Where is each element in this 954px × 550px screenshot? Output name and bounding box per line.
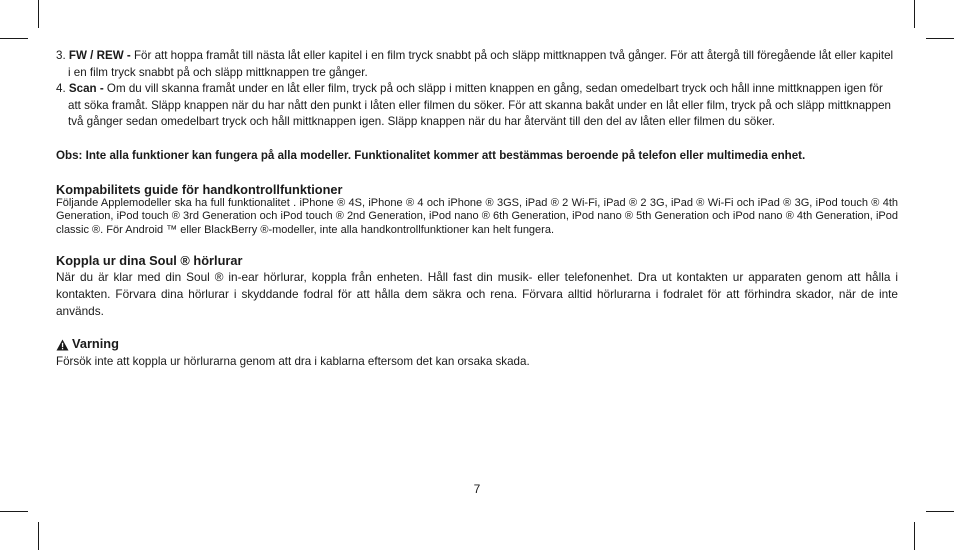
crop-mark: [38, 0, 39, 28]
note-text: Obs: Inte alla funktioner kan fungera på alla modeller. Funktionalitet kommer att bestämmas beroende på telefon eller multimedia enhet.: [56, 148, 806, 162]
page-content: [56, 48, 898, 370]
section-heading: Koppla ur dina Soul ® hörlurar: [56, 253, 243, 268]
warning-title: [56, 337, 898, 351]
item-term: Scan -: [68, 82, 104, 95]
crop-mark: [0, 511, 28, 512]
page-number: 7: [473, 482, 481, 496]
crop-mark: [38, 522, 39, 550]
section-heading: Kompabilitets guide för handkontrollfunktioner: [56, 181, 343, 197]
item-text: Om du vill skanna framåt under en låt eller film, tryck på och släpp i mitten knappen en gång, sedan omedelbart tryck och håll inne mittknappen igen för att söka framåt. Släpp knappen när du har nått den punkt i låten eller filmen du söker. För att skanna bakåt under en låt eller film, tryck på och släpp mittknappen två gånger sedan omedelbart tryck och håll mittknappen igen. Släpp knappen när du har återvänt till den del av låten eller filmen du söker.: [68, 82, 891, 128]
warning-body: Försök inte att koppla ur hörlurarna genom att dra i kablarna eftersom det kan orsaka skada.: [56, 355, 530, 368]
list-item-fw-rew: [56, 48, 898, 81]
item-number: 4.: [56, 82, 66, 95]
section-body: Följande Applemodeller ska ha full funktionalitet . iPhone ® 4S, iPhone ® 4 och iPhone ® 3GS, iPad ® 2 Wi-Fi, iPad ® 2 3G, iPad ® Wi-Fi och iPad ® 3G, iPod touch ® 4th Generation, iPod touch ® 3rd Generation och iPod touch ® 2nd Generation, iPod nano ® 6th Generation, iPod nano ® 5th Generation och iPod nano ® 4th Generation, iPod classic ®. För Android ™ eller BlackBerry ®-modeller, inte alla handkontrollfunktioner kan helt fungera.: [56, 196, 898, 236]
crop-mark: [914, 522, 915, 550]
section-warning: [56, 337, 898, 370]
crop-mark: [926, 511, 954, 512]
crop-mark: [926, 38, 954, 39]
section-body: När du är klar med din Soul ® in-ear hörlurar, koppla från enheten. Håll fast din musik- eller telefonenhet. Dra ut kontakten ur apparaten genom att hålla i kontakten. Förvara dina hörlurar i skyddande fodral för att hålla dem säkra och rena. Förvara alltid hörlurarna i fodralet för att förhindra skador, när de inte används.: [56, 270, 898, 318]
item-text: För att hoppa framåt till nästa låt eller kapitel i en film tryck snabbt på och släpp mittknappen två gånger. För att återgå till föregående låt eller kapitel i en film tryck snabbt på och släpp mittknappen tre gånger.: [68, 49, 894, 79]
list-item-scan: [56, 81, 898, 131]
warning-heading: Varning: [72, 336, 119, 351]
crop-mark: [0, 38, 28, 39]
item-number: 3.: [56, 49, 66, 62]
crop-mark: [914, 0, 915, 28]
section-compat: [56, 183, 898, 238]
warning-triangle-icon: [56, 338, 69, 350]
item-term: FW / REW -: [68, 49, 131, 62]
section-unplug: [56, 252, 898, 320]
